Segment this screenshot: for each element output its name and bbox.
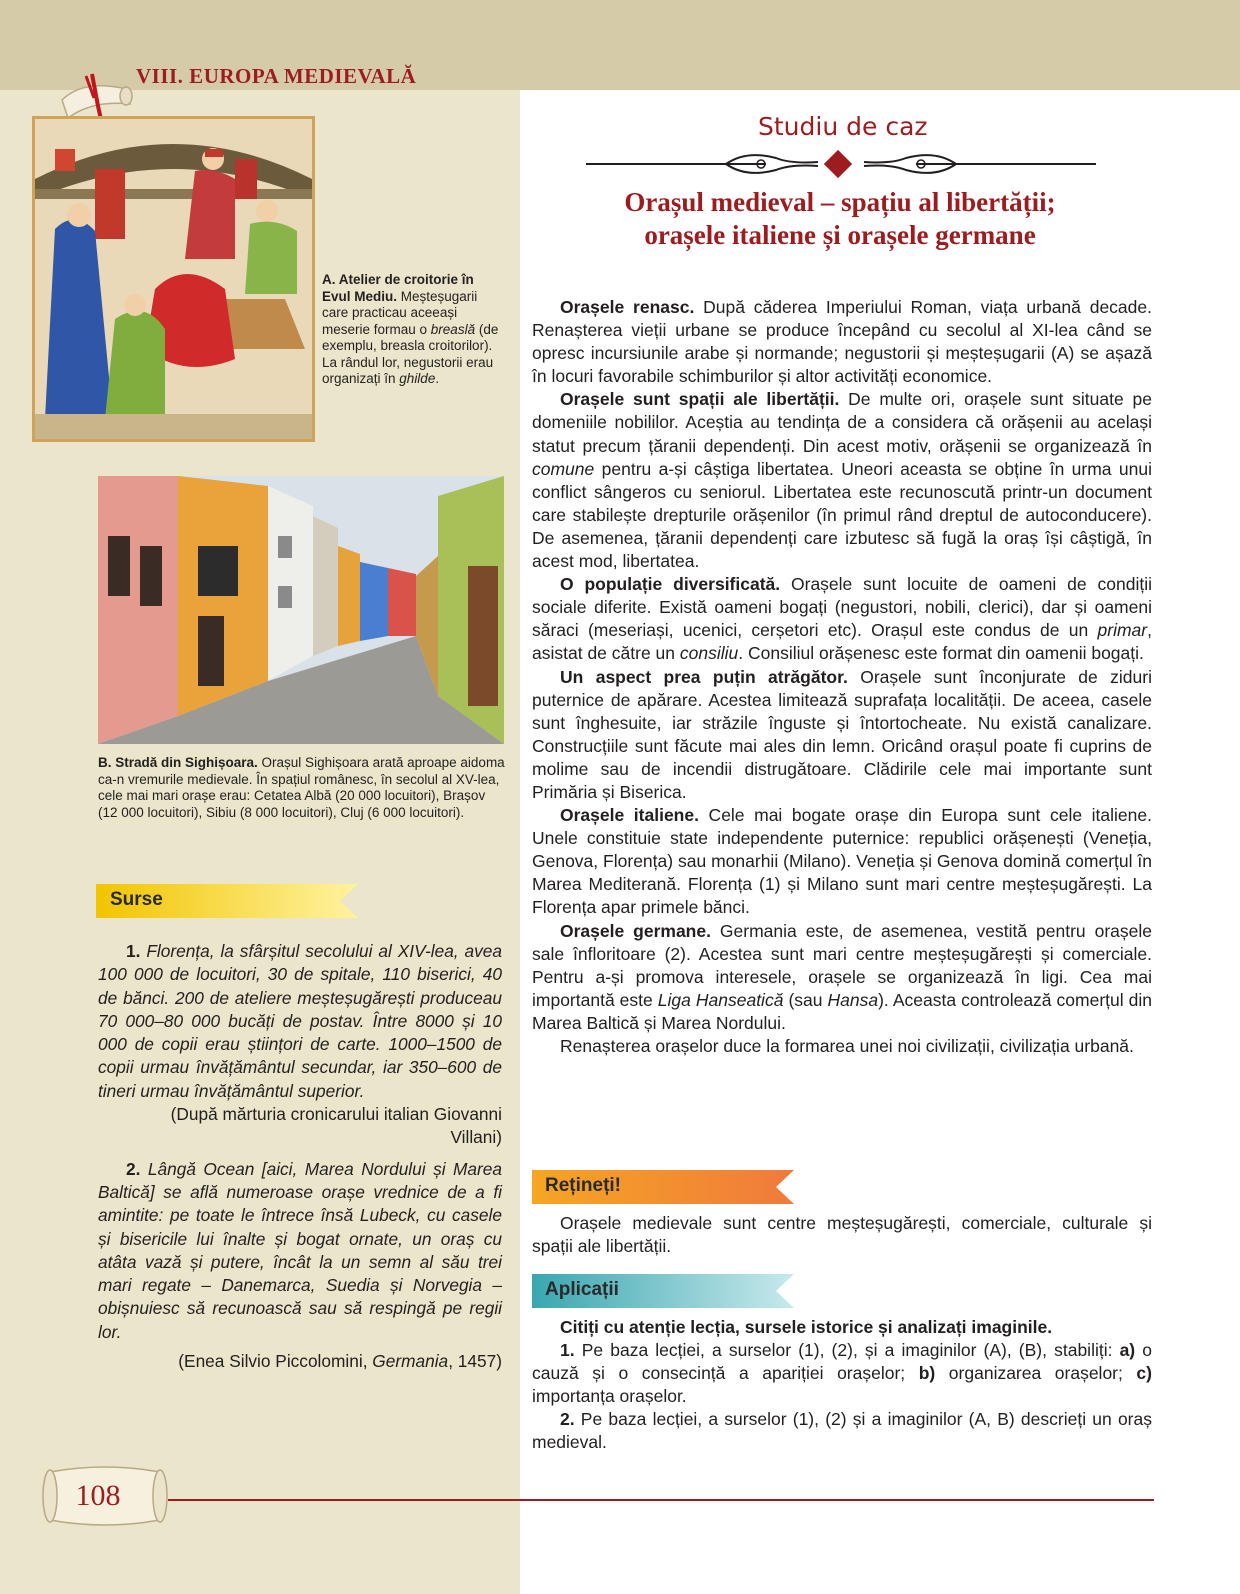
question-2: [532, 1408, 1152, 1454]
paragraph-term: comune: [532, 458, 595, 479]
question-item-letter: b): [918, 1363, 936, 1384]
source-number: 2.: [126, 1158, 141, 1179]
sources-banner-label: Surse: [110, 889, 163, 910]
retine-text: Orașele medievale sunt centre meșteșugărești, comerciale, culturale și spații ale libertății.: [532, 1213, 1152, 1257]
paragraph-heading: Orașele sunt spații ale libertății.: [560, 389, 840, 410]
paragraph-text: Cele mai bogate orașe din Europa sunt cele italiene. Unele constituie state independente puternice: republici orășenești (Veneția, Genova, Florența) sau monarhii (Milano). Veneția și Genova domină comerțul în Marea Mediterană. Florența (1) și Milano sunt mari centre meșteșugărești. La Florența apar primele bănci.: [532, 805, 1152, 918]
caption-b-text: Orașul Sighișoara arată aproape aidoma ca-n vremurile medievale. În spațiul românesc, în secolul al XV-lea, cele mai mari orașe erau: Cetatea Albă (20 000 locuitori), Brașov (12 000 locuitori), Sibiu (8 000 locuitori), Cluj (6 000 locuitori).: [98, 755, 505, 820]
paragraph-heading: O populație diversificată.: [560, 574, 781, 595]
retine-block: [532, 1212, 1152, 1258]
paragraph: [532, 804, 1152, 919]
source-quote: Lângă Ocean [aici, Marea Nordului și Marea Baltică] se află numeroase orașe vrednice de a fi amintite: pe toate le întrece însă Lubeck, cu casele și bisericile lui înalte și bogat ornate, un oraș cu atâta vază și putere, încât la un semn al său trei mari regate – Danemarca, Suedia și Norvegia – obișnuiesc să recunoască sau să respingă pe regii lor.: [98, 1158, 502, 1342]
source-1-attribution: (După mărturia cronicarului italian Giovanni Villani): [170, 1104, 502, 1148]
paragraph: [532, 296, 1152, 388]
attr-text: (Enea Silvio Piccolomini,: [178, 1351, 373, 1372]
paragraph-text: pentru a-și câștiga libertatea. Uneori aceasta se obține în urma unui conflict sângeros cu seniorul. Libertatea este recunoscută printr-un document care stabilește drepturile orășenilor (în primul rând dreptul de autoconducere). De asemenea, țăranii dependenți care izbutesc să fugă la oraș își câștigă, în acest mod, libertatea.: [532, 458, 1152, 572]
paragraph: [532, 573, 1152, 665]
footer-divider: [168, 1499, 1154, 1501]
paragraph-text: Germania este, de asemenea, vestită pentru orașele sale înfloritoare (2). Acestea sunt mari centre meșteșugărești și comerciale. Pentru a-și promova interesele, orașele se organizează în ligi. Cea mai importantă este: [532, 920, 1152, 1010]
paragraph-heading: Un aspect prea puțin atrăgător.: [560, 666, 848, 687]
ornament-divider-icon: [586, 148, 1096, 180]
caption-b-title: B. Stradă din Sighișoara.: [98, 755, 258, 770]
case-study-label: Studiu de caz: [758, 112, 928, 141]
paragraph-term: Liga Hanseatică: [657, 989, 784, 1010]
aplicatii-intro-text: Citiți cu atenție lecția, sursele istorice și analizați imaginile.: [560, 1317, 1053, 1337]
paragraph-text: După căderea Imperiului Roman, viața urbană decade. Renașterea vieții urbane se produce începând cu secolul al XI-lea când se opresc incursiunile arabe și normande; negustorii și meșteșugarii (A) se așază în locuri favorabile schimburilor și altor activități economice.: [532, 297, 1152, 387]
paragraph-text: Orașele sunt înconjurate de ziduri puternice de apărare. Acestea limitează suprafața localității. De aceea, casele sunt înghesuite, iar străzile înguste și întortocheate. Nu există canalizare. Construcțiile sunt făcute mai ales din lemn. Oricând orașul poate fi cuprins de molime sau de incendii distrugătoare. Clădirile cele mai importante sunt Primăria și Biserica.: [532, 666, 1152, 802]
question-text: Pe baza lecției, a surselor (1), (2) și a imaginilor (A, B) descrieți un oraș medieval.: [532, 1409, 1152, 1453]
caption-a-term: ghilde: [399, 371, 436, 386]
attr-text: , 1457): [448, 1351, 502, 1372]
paragraph-term: Hansa: [827, 989, 879, 1010]
caption-a-text: .: [435, 371, 440, 386]
question-item-letter: c): [1136, 1363, 1152, 1384]
paragraph-text: . Consiliul orășenesc este format din oamenii bogați.: [738, 643, 1144, 664]
paragraph-term: consiliu: [679, 643, 739, 664]
paragraph: [532, 666, 1152, 805]
source-2-attribution: [98, 1350, 502, 1373]
attr-work: Germania: [372, 1351, 449, 1372]
paragraph-heading: Orașele italiene.: [560, 805, 699, 826]
question-number: 2.: [560, 1409, 575, 1430]
retine-banner-label: Rețineți!: [545, 1175, 621, 1196]
paragraph-text: De multe ori, orașele sunt situate pe domeniile nobililor. Aceștia au tendința de a considera că orășenii au același statut precum țăranii dependenți. Din acest motiv, orășenii se organizează în: [532, 389, 1152, 456]
paragraph-text: , asistat de către un: [532, 620, 1152, 664]
question-text: Pe baza lecției, a surselor (1), (2), și a imaginilor (A), (B), stabiliți:: [574, 1340, 1120, 1361]
aplicatii-block: [532, 1316, 1152, 1455]
paragraph-text: ). Aceasta controlează comerțul din Marea Baltică și Marea Nordului.: [532, 989, 1153, 1033]
question-text: importanța orașelor.: [532, 1386, 687, 1407]
page-number: 108: [75, 1479, 121, 1512]
question-item-letter: a): [1119, 1340, 1136, 1361]
question-text: organizarea orașelor;: [935, 1363, 1137, 1384]
page-title: [560, 186, 1120, 252]
aplicatii-banner-label: Aplicații: [545, 1279, 619, 1300]
caption-a-text: Meșteșugarii care practicau aceeași meserie formau o: [322, 288, 478, 337]
paragraph-text: Orașele sunt locuite de oameni de condiții sociale diferite. Există oameni bogați (negustori, nobili, clerici), dar și oameni săraci (meseriași, ucenici, cerșetori etc). Orașul este condus de un: [532, 574, 1152, 641]
tailor-workshop-image: [32, 116, 315, 442]
paragraph: [532, 388, 1152, 573]
title-line: Orașul medieval – spațiu al libertății;: [624, 187, 1056, 217]
caption-a-text: (de exemplu, breasla croitorilor). La rândul lor, negustorii erau organizați în: [322, 321, 499, 386]
caption-figure-a: [322, 272, 502, 388]
sources-block: [98, 940, 502, 1373]
source-quote: Florența, la sfârșitul secolului al XIV-lea, avea 100 000 de locuitori, 30 de spitale, 110 biserici, 40 de bănci. 200 de ateliere meșteșugărești produceau 70 000–80 000 bucăți de postav. Între 8000 și 10 000 de copii erau științori de carte. 1000–1500 de copii urmau învățământul secundar, iar 350–600 de tineri urmau învățământul superior.: [98, 941, 502, 1101]
paragraph-term: primar: [1097, 620, 1148, 641]
paragraph: [532, 920, 1152, 1035]
caption-figure-b: [98, 755, 508, 821]
aplicatii-intro: [532, 1316, 1152, 1339]
lesson-body: [532, 296, 1152, 1058]
paragraph-heading: Orașele renasc.: [560, 297, 695, 317]
question-number: 1.: [560, 1340, 575, 1361]
sighisoara-street-image: [98, 476, 504, 744]
paragraph: Renașterea orașelor duce la formarea unei noi civilizații, civilizația urbană.: [560, 1036, 1134, 1056]
title-line: orașele italiene și orașele germane: [644, 220, 1036, 250]
source-1: [98, 940, 502, 1103]
source-number: 1.: [126, 941, 141, 961]
chapter-title: VIII. EUROPA MEDIEVALĂ: [136, 64, 417, 88]
question-text: o cauză și o consecință a apariției orașelor;: [532, 1340, 1152, 1384]
source-2: [98, 1158, 502, 1344]
paragraph-heading: Orașele germane.: [560, 920, 711, 941]
caption-a-term: breaslă: [430, 321, 476, 337]
question-1: [532, 1339, 1152, 1408]
caption-a-title: A. Atelier de croitorie în Evul Mediu.: [322, 272, 474, 304]
paragraph-text: (sau: [783, 989, 828, 1010]
